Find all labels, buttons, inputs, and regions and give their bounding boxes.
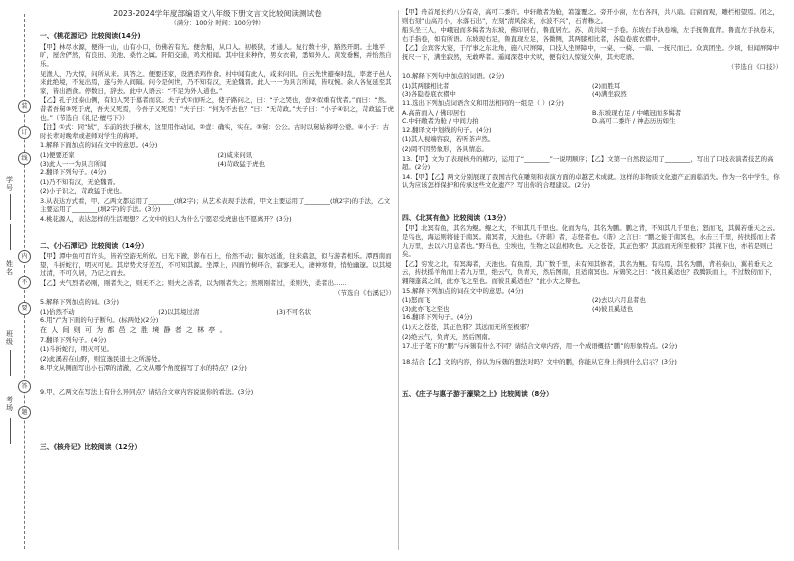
question-item: (1)斗折蛇行，明灭可见。 (40, 345, 113, 354)
fill-line[interactable] (10, 224, 11, 250)
question-item: (4)苛政猛于虎也 (217, 159, 265, 168)
question-17: 17.庄子笔下的“鹏”与斥鴳有什么不同？请结合文章内容，用一个成语概括“鹏”的形象特点。(2分) (402, 342, 678, 351)
question-item: (4)满坐寂然 (592, 90, 627, 99)
question-3: 3.从表达方式看，甲、乙两文都运用了________(填2字)；从艺术表现手法看，甲文主要运用了________(填2字)的手法，乙文主要运用了________(填2字)的手法。(3分) (40, 196, 391, 214)
exam-room-label: 考场 (6, 396, 13, 412)
passage-text: 【乙】穷发之北，有冥海者，天池也。有鱼焉，其广数千里，未有知其修者，其名为鲲。有鸟焉，其名为鹏，背若泰山，翼若垂天之云，抟扶摇羊角而上者九万里，绝云气，负青天，然后图南，且适南冥也。斥鴳笑之曰：“彼且奚适也？我腾跃而上，不过数仞而下，翱翔蓬蒿之间，此亦飞之至也。而彼且奚适也？”此小大之辩也。 (402, 259, 776, 286)
binding-hole: 线 (18, 152, 31, 165)
binding-hole: 订 (18, 126, 31, 139)
question-11: 11.选出下列加点词语含义和用法相同的一组是（ ）(2分) (402, 98, 564, 107)
passage-text: 【甲】林尽水源，便得一山，山有小口，仿佛若有光。便舍船，从口入。初极狭，才通人。复行数十步，豁然开朗。土地平旷，屋舍俨然，有良田、美池、桑竹之属。阡陌交通，鸡犬相闻。其中往来种作，男女衣着，悉如外人。黄发垂髫，并怡然自乐。 (40, 42, 392, 68)
name-label: 姓名 (6, 260, 13, 276)
class-label: 班级 (6, 330, 13, 346)
question-7: 7.翻译下列句子。(4分) (40, 335, 107, 344)
section-2-title: 二、《小石潭记》比较阅读（14分） (40, 241, 149, 250)
question-item: (1)乃不知有汉，无论魏晋。 (40, 177, 120, 186)
question-item: (1)便要还家 (40, 150, 75, 159)
fill-line[interactable] (10, 350, 11, 376)
question-18: 18.结合【乙】文的内容，你认为斥鴳的想法对吗？文中的鹏，你能从它身上得到什么启示？(3分) (402, 357, 677, 366)
question-1: 1.解释下面加点的词在文中的意思。(4分) (40, 141, 158, 150)
student-number-label: 学号 (6, 176, 13, 192)
passage-text: 【甲】舟首尾长约八分有奇，高可二黍许。中轩敞者为舱，箬篷覆之。旁开小窗，左右各四，共八扇。启窗而观，雕栏相望焉。闭之，则右刻“山高月小，水落石出”，左刻“清风徐来，水波不兴”，石青糁之。 (402, 8, 780, 25)
question-10: 10.解释下列句中加点的词语。(2分) (402, 72, 505, 81)
fill-line[interactable] (10, 194, 11, 220)
question-11-options (402, 109, 782, 126)
exam-title: 2023-2024学年度部编语文八年级下册文言文比较阅读测试卷 (113, 9, 322, 18)
question-item: (2)此溪若在山野，则宜逸民退士之所游处。 (40, 354, 165, 363)
question-item: (2)而胜耳 (592, 81, 621, 90)
section-5-title: 五、《庄子与惠子游于濠梁之上》比较阅读（8分） (402, 390, 553, 399)
question-12: 12.翻译文中划线的句子。(4分) (402, 125, 492, 134)
binding-hole: 不 (18, 276, 31, 289)
question-item: (1)佁然不动 (40, 307, 75, 316)
question-item: (1)天之苍苍，其正色邪？其远而无所至极邪？ (402, 323, 533, 331)
question-item: (3)不可名状 (276, 307, 312, 316)
binding-margin (0, 0, 40, 561)
question-6: 6.用“/”为下面的句子断句。(标两处)(2分) (40, 316, 159, 325)
question-item: (3)此人一一为具言所闻 (40, 159, 107, 168)
left-column (40, 8, 395, 556)
fill-line[interactable] (10, 418, 11, 444)
question-10-items (402, 82, 782, 99)
section-4-title: 四、《北冥有鱼》比较阅读（13分） (402, 213, 511, 222)
question-item: (2)以其境过清 (158, 307, 200, 316)
option-c: C.中轩敞者为舱 / 中间力拍 (402, 117, 479, 126)
passage-text: 【乙】夫气烈者必刚，刚者失之，则无不之；则夫之善者，以为刚者失之；然则刚者过，柔则失，柔者出…… (40, 279, 347, 288)
right-column (402, 8, 782, 556)
question-item: (1)怒而飞 (402, 296, 431, 305)
question-item: (2)绝云气，负青天，然后图南。 (402, 332, 495, 341)
question-1-items (40, 151, 395, 168)
binding-hole: 答 (18, 380, 31, 393)
passage-text: 见渔人，乃大惊，问所从来。具答之。便要还家，设酒杀鸡作食。村中闻有此人，咸来问讯。自云先世避秦时乱，率妻子邑人来此绝境，不复出焉，遂与外人间隔。问今是何世，乃不知有汉，无论魏晋。此人一一为具言所闻，皆叹惋。余人各复延至其家，皆出酒食。停数日，辞去。此中人语云：“不足为外人道也。” (40, 69, 392, 95)
binding-hole: 内 (18, 250, 31, 263)
question-item: (2)小子识之，苛政猛于虎也。 (40, 187, 126, 196)
question-8: 8.甲文从侧面写出小石潭的清澈，乙文从哪个角度描写了水的特点？(2分) (40, 364, 247, 373)
question-13: 13.【甲】文为了表现核舟的精巧，运用了“________”一说明顺序；【乙】文第一自然段运用了________，写出了口技表演者技艺的高超。(2分) (402, 154, 774, 172)
question-item: (1)其人视端容寂，若听茶声然。 (402, 135, 495, 144)
option-a: A.高苗而入 / 佛印居右 (402, 108, 466, 117)
binding-hole: 题 (18, 406, 31, 419)
column-divider (398, 10, 399, 550)
passage-source: （节选自《口技》） (727, 62, 782, 71)
question-item: (2)罔不因势象形，各具情态。 (402, 144, 488, 153)
question-14: 14.【甲】【乙】两文分别展现了我国古代在雕刻和表演方面的卓越艺术成就。这样的非物质文化遗产正面临消失。作为一名中学生，你认为应该怎样保护和传承这些文化遗产？写出你的合理建议。(2分) (402, 172, 780, 190)
passage-text: 【甲】北冥有鱼，其名为鲲。鲲之大，不知其几千里也。化而为鸟，其名为鹏。鹏之背，不知其几千里也；怒而飞，其翼若垂天之云。是鸟也，海运则将徙于南冥。南冥者，天池也。《齐谐》者，志怪者也。《谐》之言曰：“鹏之徙于南冥也，水击三千里，抟扶摇而上者九万里，去以六月息者也。”野马也，尘埃也，生物之以息相吹也。天之苍苍，其正色邪？其远而无所至极邪？其视下也，亦若是则已矣。 (402, 224, 780, 259)
passage-text: 【甲】潭中鱼可百许头，皆若空游无所依。日光下澈，影布石上，佁然不动；俶尔远逝，往来翕忽，似与游者相乐。潭西南而望，斗折蛇行，明灭可见。其岸势犬牙差互，不可知其源。坐潭上，四面竹树环合，寂寥无人，凄神寒骨，悄怆幽邃。以其境过清，不可久居，乃记之而去。 (40, 252, 392, 278)
sentence-to-punctuate: 在 人 间 则 可 为 都 邑 之 胜 境 静 者 之 林 亭 。 (40, 326, 228, 334)
question-item: (3)此亦飞之至也 (402, 304, 450, 313)
question-item: (1)其两膝相比者 (402, 81, 450, 90)
question-2: 2.翻译下列句子。(4分) (40, 168, 107, 177)
binding-hole: 装 (18, 100, 31, 113)
section-1-title: 一、《桃花源记》比较阅读(14分) (40, 32, 141, 41)
question-16: 16.翻译下列句子。(4分) (402, 313, 473, 322)
question-5: 5.解释下列加点的词。(3分) (40, 298, 120, 307)
option-d: D.高可二黍许 / 神态历历如生 (592, 117, 676, 126)
exam-subtitle: （满分：100分 时间：100分钟） (170, 19, 265, 27)
question-4: 4.桃花源人，表达怎样的生活理想？乙文中的妇人为什么宁愿忍受虎患也不愿离开？(3分) (40, 215, 292, 224)
passage-text: 【乙】会宾客大宴，于厅事之东北角，施八尺屏障，口技人坐屏障中，一桌、一椅、一扇、一抚尺而已。众宾团坐。少顷，但闻屏障中抚尺一下，满坐寂然，无敢哗者。遥闻深巷中犬吠，便有妇人惊觉欠伸，其夫呓语。 (402, 44, 780, 61)
question-item: (3)各隐卷底衣褶中 (402, 90, 456, 99)
passage-source: （节选自《右溪记》） (334, 288, 395, 297)
question-15-items (402, 296, 782, 313)
option-b: B.东坡现右足 / 中峨冠而多髯者 (592, 108, 682, 117)
passage-note: 【注】①式：同“轼”，车前的扶手横木，这里用作动词。②壹：确实，实在。③舅：公公。古时以舅姑称呼公婆。④小子：古时长辈对晚辈或老师对学生的称呼。 (40, 123, 390, 140)
section-3-title: 三、《核舟记》比较阅读（12分） (40, 442, 142, 451)
question-15: 15.解释下列加点的词在文中的意思。(4分) (402, 286, 524, 295)
passage-text: 【乙】孔子过泰山侧，有妇人哭于墓者而哀。夫子式①而听之，使子路问之，曰：“子之哭也，壹②似重有忧者。”而曰：“然。昔者吾舅③死于虎，吾夫又死焉，今吾子又死焉！”夫子曰：“何为不去也？”曰：“无苛政。”夫子曰：“小子④识之，苛政猛于虎也。”（节选自《礼记·檀弓下》） (40, 96, 395, 122)
question-item: (2)去以六月息者也 (592, 296, 646, 305)
question-item: (4)彼且奚适也 (592, 304, 634, 313)
question-9: 9.甲、乙两文在写法上有什么异同点？请结合文章内容说说你的看法。(3分) (40, 387, 254, 396)
binding-hole: 要 (18, 302, 31, 315)
question-item: (2)咸来问讯 (217, 150, 253, 159)
passage-text: 船头坐三人，中峨冠而多髯者为东坡，佛印居右，鲁直居左。苏、黄共阅一手卷。东坡右手执卷端，左手抚鲁直背。鲁直左手执卷末，右手指卷，如有所语。东坡现右足，鲁直现左足，各微侧，其两膝相比者，各隐卷底衣褶中。 (402, 26, 780, 43)
